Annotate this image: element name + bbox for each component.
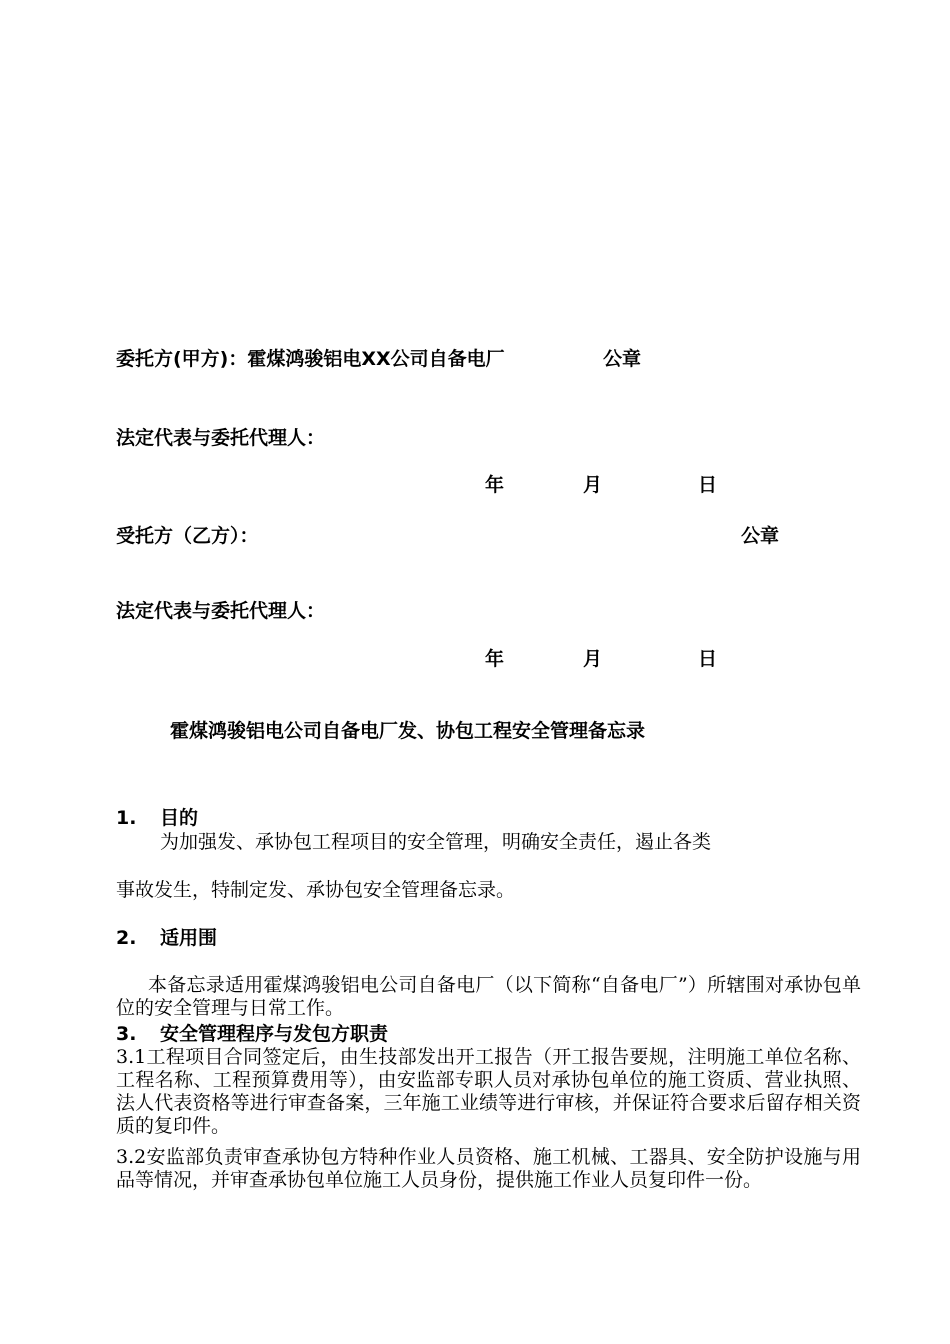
year-label-1: 年 xyxy=(485,474,505,496)
section-1-line-1: 为加强发、承协包工程项目的安全管理，明确安全责任，遏止各类 xyxy=(160,831,712,853)
month-label-2: 月 xyxy=(583,648,603,670)
day-label-1: 日 xyxy=(698,474,718,496)
section-2-heading: 适用围 xyxy=(160,927,218,949)
year-label-2: 年 xyxy=(485,648,505,670)
month-label-1: 月 xyxy=(583,474,603,496)
party-a-seal: 公章 xyxy=(603,348,642,370)
party-b-seal: 公章 xyxy=(741,525,780,547)
party-b-label: 受托方（乙方）： xyxy=(116,525,259,547)
section-1-heading: 目的 xyxy=(160,807,199,829)
section-2-number: 2. xyxy=(116,927,137,949)
day-label-2: 日 xyxy=(698,648,718,670)
section-3-2-paragraph: 3.2安监部负责审查承协包方特种作业人员资格、施工机械、工器具、安全防护设施与用品等情况，并审查承协包单位施工人员身份，提供施工作业人员复印件一份。 xyxy=(116,1146,861,1191)
section-2-paragraph: 本备忘录适用霍煤鸿骏铝电公司自备电厂（以下简称“自备电厂”）所辖围对承协包单位的安全管理与日常工作。 xyxy=(116,974,861,1019)
section-3-heading: 安全管理程序与发包方职责 xyxy=(160,1023,389,1045)
party-a-label: 委托方(甲方)：霍煤鸿骏铝电XX公司自备电厂 xyxy=(116,348,505,370)
section-1-line-2: 事故发生，特制定发、承协包安全管理备忘录。 xyxy=(116,879,516,901)
legal-rep-label-2: 法定代表与委托代理人： xyxy=(116,600,326,622)
section-3-1-paragraph: 3.1工程项目合同签定后，由生技部发出开工报告（开工报告要规，注明施工单位名称、工程名称、工程预算费用等），由安监部专职人员对承协包单位的施工资质、营业执照、法人代表资格等进行审查备案，三年施工业绩等进行审核，并保证符合要求后留存相关资质的复印件。 xyxy=(116,1046,861,1137)
section-1-number: 1. xyxy=(116,807,137,829)
legal-rep-label-1: 法定代表与委托代理人： xyxy=(116,427,326,449)
document-title: 霍煤鸿骏铝电公司自备电厂发、协包工程安全管理备忘录 xyxy=(170,720,646,742)
section-3-number: 3. xyxy=(116,1023,137,1045)
